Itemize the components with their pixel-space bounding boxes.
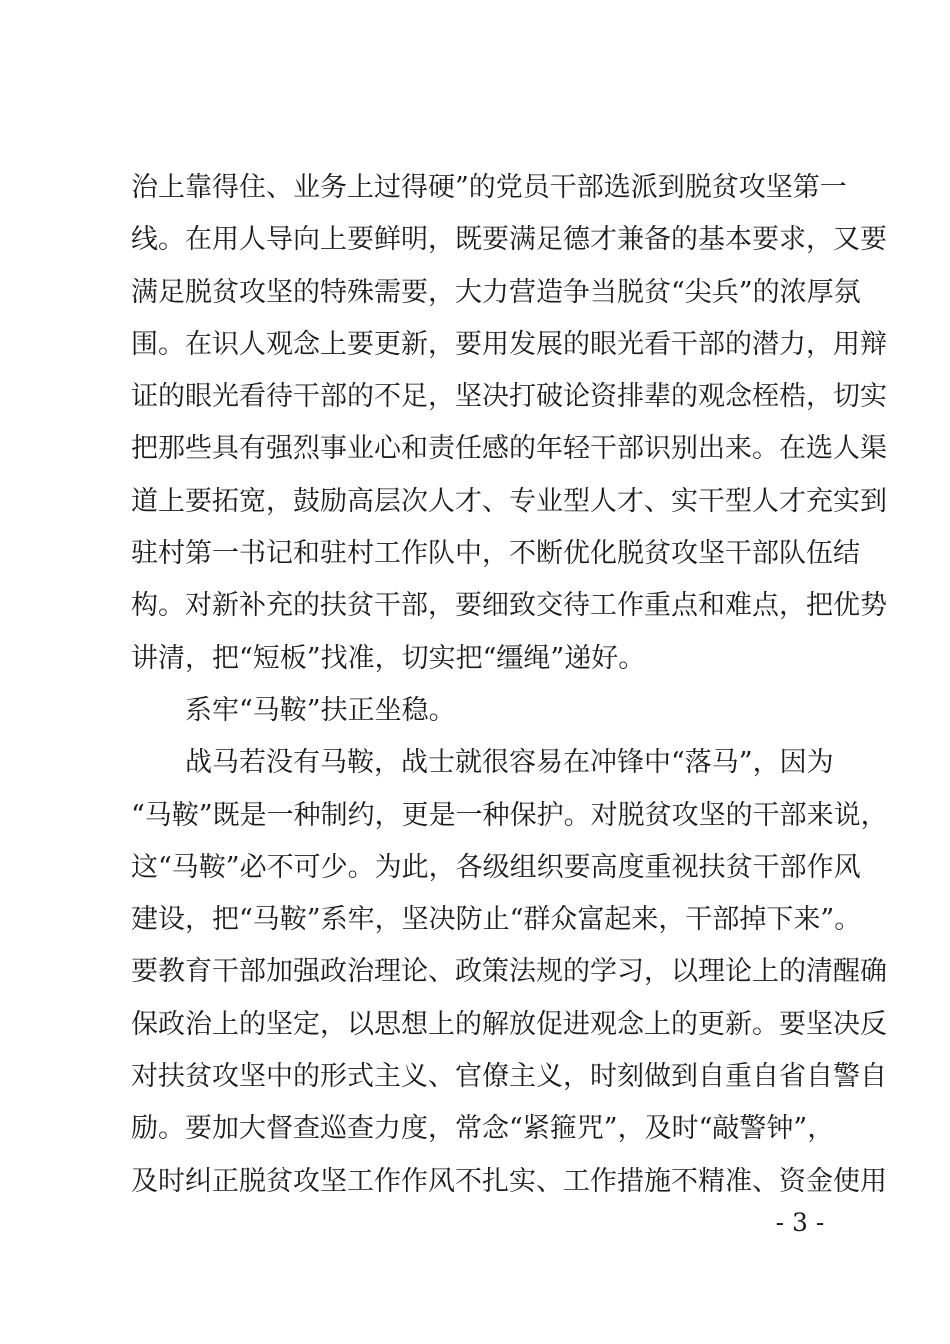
text-line: 驻村第一书记和驻村工作队中，不断优化脱贫攻坚干部队伍结 [131,538,860,570]
text-line: 对扶贫攻坚中的形式主义、官僚主义，时刻做到自重自省自警自 [131,1061,887,1093]
text-line: 道上要拓宽，鼓励高层次人才、专业型人才、实干型人才充实到 [131,485,887,517]
text-line: 战马若没有马鞍，战士就很容易在冲锋中“落马”，因为 [185,747,834,779]
text-line: 围。在识人观念上要更新，要用发展的眼光看干部的潜力，用辩 [131,328,887,360]
body-text [131,162,888,1208]
paragraph [131,737,888,1208]
text-line: “马鞍”既是一种制约，更是一种保护。对脱贫攻坚的干部来说， [131,799,888,831]
text-line: 证的眼光看待干部的不足，坚决打破论资排辈的观念桎梏，切实 [131,381,887,413]
text-line: 治上靠得住、业务上过得硬”的党员干部选派到脱贫攻坚第一 [131,172,847,203]
text-line: 讲清，把“短板”找准，切实把“缰绳”递好。 [131,642,646,674]
text-line: 保政治上的坚定，以思想上的解放促进观念上的更新。要坚决反 [131,1008,887,1040]
page-number: - 3 - [775,1208,825,1237]
text-line: 线。在用人导向上要鲜明，既要满足德才兼备的基本要求，又要 [131,224,887,256]
text-line: 满足脱贫攻坚的特殊需要，大力营造争当脱贫“尖兵”的浓厚氛 [131,276,861,308]
text-line: 构。对新补充的扶贫干部，要细致交待工作重点和难点，把优势 [131,590,887,622]
text-line: 及时纠正脱贫攻坚工作作风不扎实、工作措施不精准、资金使用 [131,1165,887,1197]
text-line: 励。要加大督查巡查力度，常念“紧箍咒”，及时“敲警钟”， [131,1113,835,1145]
text-line: 把那些具有强烈事业心和责任感的年轻干部识别出来。在选人渠 [131,433,887,465]
paragraph [131,162,887,685]
text-line: 要教育干部加强政治理论、政策法规的学习，以理论上的清醒确 [131,956,887,988]
text-line: 建设，把“马鞍”系牢，坚决防止“群众富起来，干部掉下来”。 [131,904,862,936]
text-line: 系牢“马鞍”扶正坐稳。 [185,694,456,726]
paragraph [131,685,831,737]
text-line: 这“马鞍”必不可少。为此，各级组织要高度重视扶贫干部作风 [131,851,861,883]
